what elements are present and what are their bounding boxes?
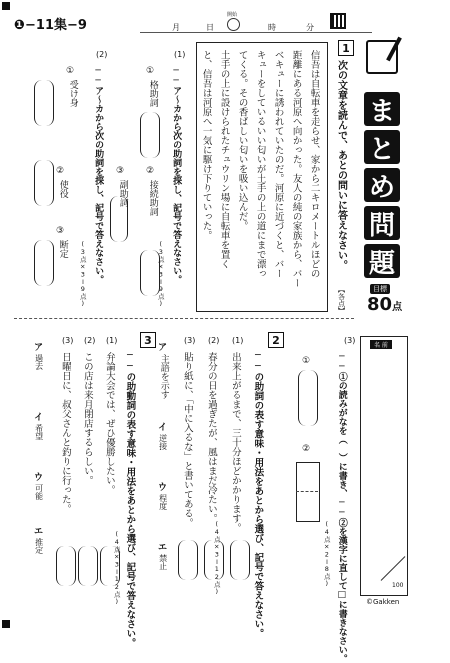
month-label: 月 [172, 23, 180, 32]
total-score: 100 [392, 582, 404, 589]
q3-choice-u-key: ウ [34, 473, 44, 483]
question-2-instruction: ──の助詞の表す意味・用法をあとから選び、記号で答えなさい。 [252, 350, 264, 638]
question-3-number: 3 [140, 332, 156, 348]
passage-line-3: ベキューに誘われていたのだ。河原に近づくと、バー [272, 50, 284, 278]
q3-item2-number: (2) [84, 336, 96, 345]
q2-item1-number: (1) [232, 336, 244, 345]
q1-1-points: (3点×3＝9点) [156, 240, 165, 308]
q2-answer-1[interactable] [230, 540, 250, 580]
q3-item2-text: この店は来月閉店するらしい。 [81, 352, 93, 485]
q1-2-item3-number: ③ [56, 226, 65, 236]
clock-icon [227, 18, 240, 31]
q1-3-answer-1[interactable] [298, 370, 318, 426]
section-divider [14, 318, 354, 319]
question-1-instruction: 次の文章を読んで、あとの問いに答えなさい。 [335, 60, 347, 270]
corner-mark [2, 620, 10, 628]
q1-2-item3-label: 断定 [57, 240, 68, 258]
question-1-number: 1 [338, 40, 354, 56]
passage-line-5: てくる。その香ばしい匂いを吸い込んだ。 [236, 50, 248, 231]
q3-answer-3[interactable] [56, 546, 76, 586]
q3-answer-1[interactable] [100, 546, 120, 586]
q1-1-item2-label: 接続助詞 [147, 180, 158, 216]
score-unit: 点 [392, 302, 403, 313]
clock-label: 開始 [227, 12, 238, 18]
q1-3-answer-2-divider [296, 491, 318, 492]
question-2-number: 2 [268, 332, 284, 348]
q3-choice-u-label: 可能 [34, 484, 44, 500]
q1-3-answer-1-number: ① [302, 356, 311, 366]
q1-1-item3-label: 副助詞 [117, 180, 128, 207]
corner-mark [2, 2, 10, 10]
q2-choice-e-key: エ [158, 543, 168, 553]
q3-item1-text: 弁論大会では、ぜひ優勝したい。 [103, 352, 115, 495]
q1-3-number: (3) [344, 336, 356, 345]
q1-2-points: (3点×3＝9点) [78, 240, 87, 308]
passage-line-4: キューをしているいい匂いが土手の上の道にまで漂っ [254, 50, 266, 278]
q2-answer-2[interactable] [204, 540, 224, 580]
q3-choice-i-key: イ [34, 413, 44, 423]
q2-choice-i-label: 逆接 [158, 434, 168, 450]
title-char-5: 題 [364, 244, 400, 278]
q1-2-answer-2[interactable] [34, 160, 54, 206]
qr-code-icon [330, 13, 346, 29]
title-char-1: ま [364, 92, 400, 126]
q1-1-number: (1) [174, 50, 186, 59]
q1-1-answer-1[interactable] [140, 112, 160, 158]
q2-item2-number: (2) [208, 336, 220, 345]
unit-label: ❶−11集−9 [14, 18, 87, 33]
q1-2-number: (2) [96, 50, 108, 59]
q1-2-item1-number: ① [66, 66, 75, 76]
q2-choice-a-key: ア [158, 343, 168, 353]
passage-line-2: 距離にある河原へ向かった。友人の純の家族から、バー [290, 50, 302, 288]
q3-choice-a-label: 過去 [34, 354, 44, 370]
q2-choice-e-label: 禁止 [158, 554, 168, 570]
q1-1-text: ──ア〜カから次の助詞を探し、記号で答えなさい。 [171, 66, 182, 284]
q3-item3-number: (3) [62, 336, 74, 345]
name-label: 名 前 [370, 340, 392, 349]
q1-2-item1-label: 受け身 [67, 80, 78, 107]
q1-3-text: ──①の読みがなを（ ）に書き、──②を漢字に直して□に書きなさい。 [336, 352, 347, 663]
q3-item1-number: (1) [106, 336, 118, 345]
q1-3-answer-2-box[interactable] [296, 462, 320, 522]
q1-3-points: (4点×2＝8点) [322, 520, 331, 588]
q2-choice-u-key: ウ [158, 483, 168, 493]
score-target [367, 294, 402, 315]
question-3-instruction: ──の助動詞の表す意味・用法をあとから選び、記号で答えなさい。 [124, 350, 136, 648]
q3-choice-e-label: 推定 [34, 538, 44, 554]
q1-1-item1-label: 格助詞 [147, 80, 158, 107]
q1-2-item2-label: 使役 [57, 180, 68, 198]
q3-choice-i-label: 希望 [34, 424, 44, 440]
q1-1-item2-number: ② [146, 166, 155, 176]
q1-2-item2-number: ② [56, 166, 65, 176]
q2-choice-i-key: イ [158, 423, 168, 433]
hour-label: 時 [268, 23, 276, 32]
passage-line-7: と、信吾は河原へ一気に駆け下りていった。 [200, 50, 212, 240]
title-char-2: と [364, 130, 400, 164]
question-2-points: (4点×3＝12点) [212, 520, 221, 596]
q1-1-answer-3[interactable] [140, 250, 160, 296]
q1-2-answer-1[interactable] [34, 80, 54, 126]
copyright: ©Gakken [366, 598, 400, 606]
minute-label: 分 [306, 23, 314, 32]
question-3-points: (4点×3＝12点) [112, 530, 121, 606]
q1-2-answer-3[interactable] [34, 240, 54, 286]
q2-item3-number: (3) [184, 336, 196, 345]
q2-choice-u-label: 程度 [158, 494, 168, 510]
q2-item2-text: 春分の日を過ぎたが、風はまだ冷たい。 [205, 352, 217, 523]
q1-1-item1-number: ① [146, 66, 155, 76]
q2-item1-text: 出来上がるまで、三十分ほどかかります。 [229, 352, 241, 533]
q2-choice-a-label: 主語を示す [158, 354, 169, 399]
q1-2-text: ──ア〜カから次の助詞を探し、記号で答えなさい。 [93, 66, 104, 284]
score-label: 目標 [370, 284, 390, 294]
title-char-4: 問 [364, 206, 400, 240]
name-box[interactable] [360, 336, 408, 596]
q3-item3-text: 日曜日に、叔父さんと釣りに行った。 [59, 352, 71, 514]
score-value: 80 [367, 294, 393, 315]
day-label: 日 [206, 23, 214, 32]
passage-line-6: 土手の上に設けられたチュウリン場に自転車を置く [218, 50, 230, 269]
passage-line-1: 信吾は自転車を走らせ、家から二キロメートルほどの [308, 50, 320, 278]
q1-3-answer-2-number: ② [302, 444, 311, 454]
q3-choice-e-key: エ [34, 527, 44, 537]
q3-choice-a-key: ア [34, 343, 44, 353]
question-1-points: 【各点】 [337, 286, 346, 314]
q1-1-item3-number: ③ [116, 166, 125, 176]
q2-answer-3[interactable] [178, 540, 198, 580]
q3-answer-2[interactable] [78, 546, 98, 586]
q2-item3-text: 貼り紙に、「中に入るな」と書いてある。 [181, 352, 193, 528]
title-char-3: め [364, 168, 400, 202]
